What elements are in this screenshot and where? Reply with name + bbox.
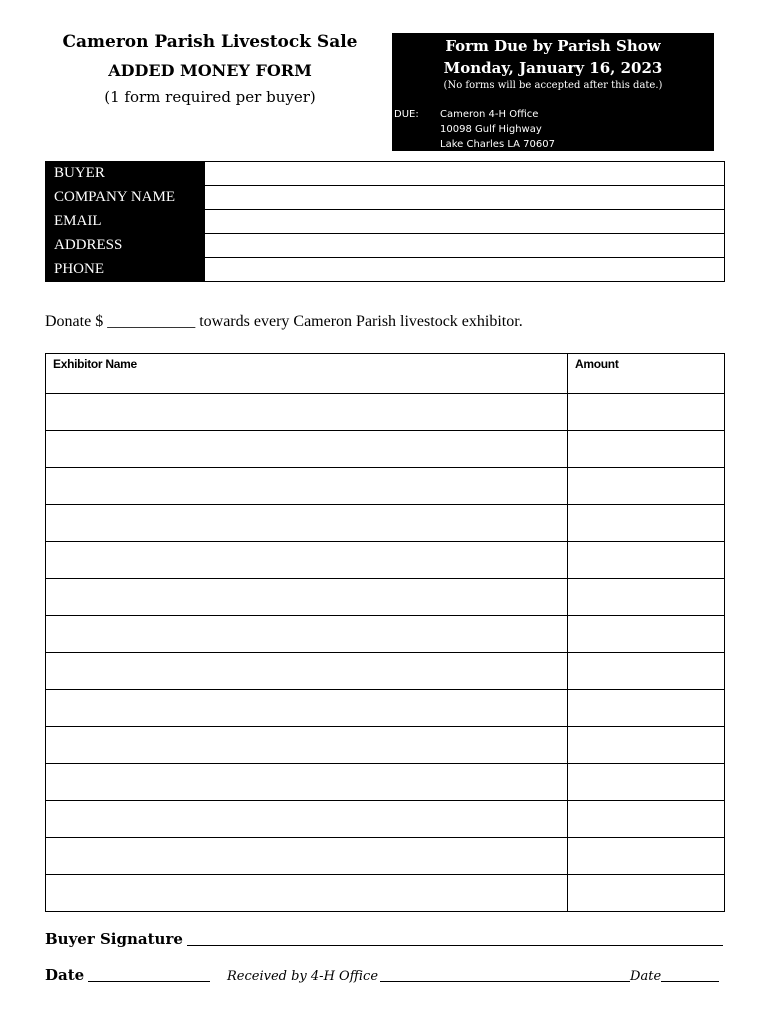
- due-date: Monday, January 16, 2023: [443, 59, 663, 77]
- email-row: [46, 210, 725, 234]
- exhibitor-name-cell[interactable]: [46, 653, 568, 690]
- due-note: (No forms will be accepted after this date.): [443, 80, 663, 91]
- buyer-label: BUYER: [46, 162, 205, 186]
- exhibitor-name-cell[interactable]: [46, 690, 568, 727]
- amount-cell[interactable]: [568, 468, 725, 505]
- table-row: [46, 394, 725, 431]
- buyer-info-table: [45, 161, 725, 282]
- due-date-box: [392, 33, 714, 151]
- exhibitor-name-header: Exhibitor Name: [46, 354, 568, 394]
- amount-cell[interactable]: [568, 542, 725, 579]
- amount-cell[interactable]: [568, 653, 725, 690]
- table-row: [46, 616, 725, 653]
- company-row: [46, 186, 725, 210]
- exhibitor-name-cell[interactable]: [46, 431, 568, 468]
- amount-cell[interactable]: [568, 875, 725, 912]
- table-row: [46, 653, 725, 690]
- table-row: [46, 468, 725, 505]
- exhibitor-name-cell[interactable]: [46, 727, 568, 764]
- address-label: ADDRESS: [46, 234, 205, 258]
- address-field[interactable]: [205, 234, 725, 258]
- form-subtitle: ADDED MONEY FORM: [108, 61, 312, 80]
- table-row: [46, 542, 725, 579]
- date-label: Date: [45, 966, 85, 984]
- form-title: Cameron Parish Livestock Sale: [62, 32, 358, 52]
- amount-cell[interactable]: [568, 764, 725, 801]
- amount-header: Amount: [568, 354, 725, 394]
- date-row: [45, 966, 735, 985]
- amount-cell[interactable]: [568, 838, 725, 875]
- exhibitor-name-cell[interactable]: [46, 801, 568, 838]
- table-row: [46, 690, 725, 727]
- exhibitor-name-cell[interactable]: [46, 616, 568, 653]
- email-label: EMAIL: [46, 210, 205, 234]
- exhibitor-name-cell[interactable]: [46, 468, 568, 505]
- amount-cell[interactable]: [568, 690, 725, 727]
- buyer-signature: [45, 930, 723, 948]
- form-title-block: [40, 28, 380, 108]
- received-date-line[interactable]: [661, 969, 719, 982]
- exhibitor-name-cell[interactable]: [46, 838, 568, 875]
- due-heading: Form Due by Parish Show: [445, 37, 661, 55]
- table-row: [46, 801, 725, 838]
- table-row: [46, 875, 725, 912]
- exhibitor-name-cell[interactable]: [46, 579, 568, 616]
- table-row: [46, 838, 725, 875]
- received-by-office: [227, 969, 719, 984]
- received-line[interactable]: [380, 969, 630, 982]
- amount-cell[interactable]: [568, 616, 725, 653]
- table-row: [46, 727, 725, 764]
- amount-cell[interactable]: [568, 394, 725, 431]
- amount-cell[interactable]: [568, 579, 725, 616]
- form-instruction: (1 form required per buyer): [104, 88, 316, 106]
- table-row: [46, 431, 725, 468]
- amount-cell[interactable]: [568, 505, 725, 542]
- table-row: [46, 505, 725, 542]
- exhibitor-name-cell[interactable]: [46, 875, 568, 912]
- exhibitor-name-cell[interactable]: [46, 394, 568, 431]
- due-label: DUE:: [394, 109, 419, 120]
- signature-line[interactable]: [187, 931, 723, 946]
- amount-cell[interactable]: [568, 431, 725, 468]
- amount-cell[interactable]: [568, 801, 725, 838]
- table-row: [46, 579, 725, 616]
- amount-cell[interactable]: [568, 727, 725, 764]
- table-header-row: [46, 354, 725, 394]
- phone-label: PHONE: [46, 258, 205, 282]
- donate-statement: Donate $ ___________ towards every Cameron Parish livestock exhibitor.: [45, 313, 523, 330]
- signature-label: Buyer Signature: [45, 930, 183, 948]
- company-label: COMPANY NAME: [46, 186, 205, 210]
- date-line[interactable]: [88, 967, 210, 982]
- buyer-row: [46, 162, 725, 186]
- address-line: Cameron 4-H Office: [440, 109, 539, 120]
- address-line: 10098 Gulf Highway: [440, 124, 542, 135]
- table-row: [46, 764, 725, 801]
- received-label: Received by 4-H Office: [227, 969, 379, 984]
- exhibitor-name-cell[interactable]: [46, 505, 568, 542]
- address-row: [46, 234, 725, 258]
- exhibitor-table: [45, 353, 725, 912]
- email-field[interactable]: [205, 210, 725, 234]
- buyer-field[interactable]: [205, 162, 725, 186]
- exhibitor-name-cell[interactable]: [46, 764, 568, 801]
- phone-field[interactable]: [205, 258, 725, 282]
- exhibitor-name-cell[interactable]: [46, 542, 568, 579]
- address-line: Lake Charles LA 70607: [440, 139, 555, 150]
- received-date-label: Date: [630, 969, 662, 984]
- company-field[interactable]: [205, 186, 725, 210]
- phone-row: [46, 258, 725, 282]
